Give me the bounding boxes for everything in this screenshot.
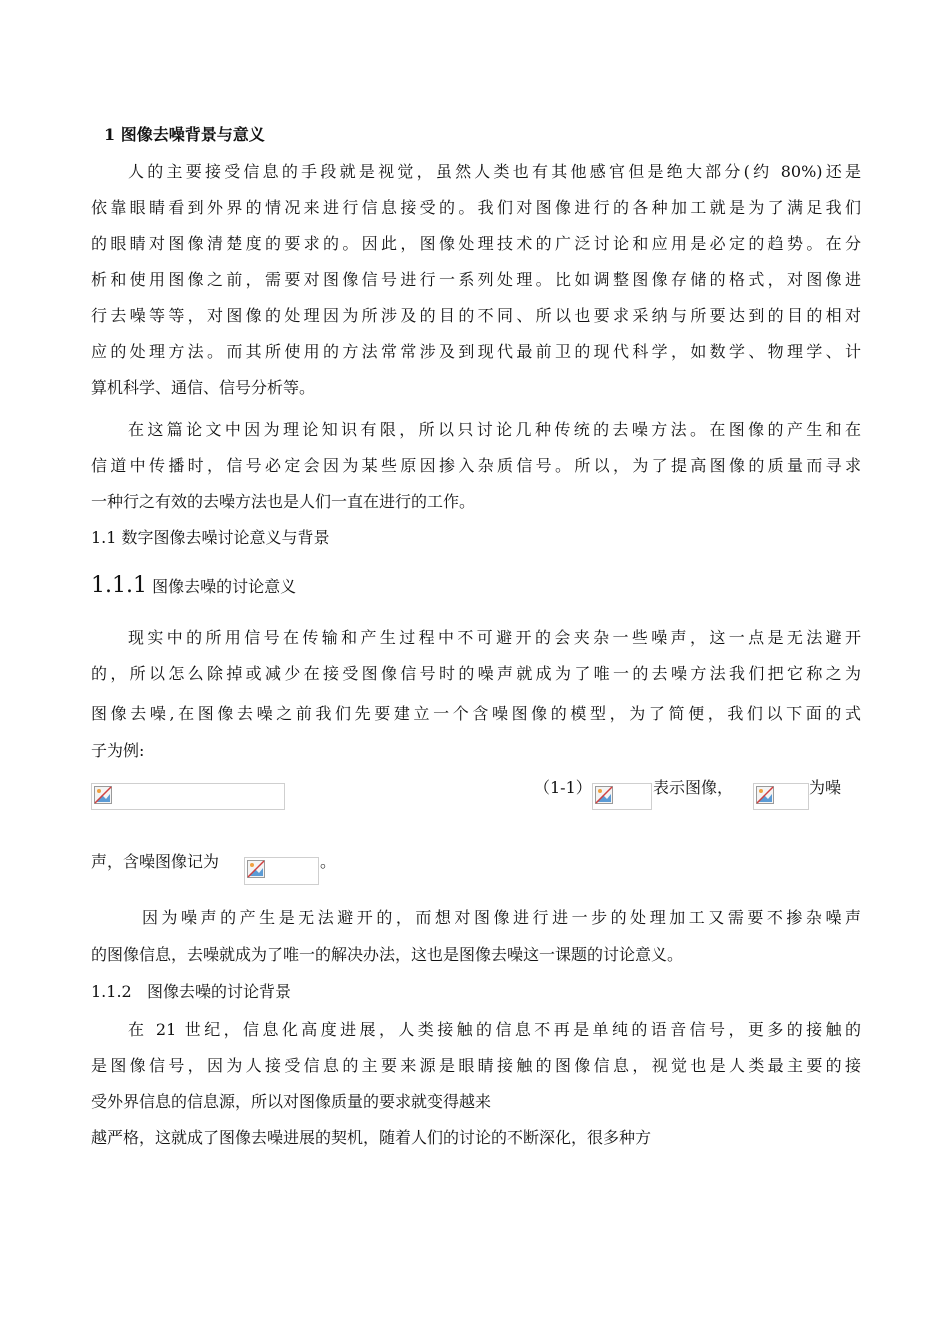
heading-number: 1.1.1 xyxy=(91,573,147,598)
para-5-line-2: 是图像信号，因为人接受信息的主要来源是眼睛接触的图像信息，视觉也是人类最主要的接 xyxy=(91,1056,861,1075)
section-heading-1-1-1 xyxy=(91,573,861,598)
broken-image-icon xyxy=(94,786,112,804)
text-noise-b: 声，含噪图像记为 xyxy=(91,852,220,871)
para-1-line-6: 应的处理方法。而其所使用的方法常常涉及到现代最前卫的现代科学，如数学、物理学、计 xyxy=(91,342,861,361)
para-5-line-1: 在 21 世纪，信息化高度进展，人类接触的信息不再是单纯的语音信号，更多的接触的 xyxy=(128,1020,861,1039)
noisy-image-symbol-placeholder xyxy=(244,857,319,885)
para-2-line-1: 在这篇论文中因为理论知识有限，所以只讨论几种传统的去噪方法。在图像的产生和在 xyxy=(128,420,861,439)
para-1-line-1: 人的主要接受信息的手段就是视觉，虽然人类也有其他感官但是绝大部分(约 80%)还是 xyxy=(128,162,861,181)
para-3-line-3: 图像去噪,在图像去噪之前我们先要建立一个含噪图像的模型，为了简便，我们以下面的式 xyxy=(91,704,861,723)
equation-label: （1-1） xyxy=(534,778,592,797)
para-1-line-4: 析和使用图像之前，需要对图像信号进行一系列处理。比如调整图像存储的格式，对图像进 xyxy=(91,270,861,289)
para-1-line-7: 算机科学、通信、信号分析等。 xyxy=(91,378,316,397)
para-5-line-4: 越严格，这就成了图像去噪进展的契机，随着人们的讨论的不断深化，很多种方 xyxy=(91,1128,652,1147)
para-1-line-5: 行去噪等等，对图像的处理因为所涉及的目的不同、所以也要求采纳与所要达到的目的相对 xyxy=(91,306,861,325)
text-represents-image: 表示图像， xyxy=(653,778,734,797)
broken-image-icon xyxy=(247,860,265,878)
section-heading-1-1: 1.1 数字图像去噪讨论意义与背景 xyxy=(91,528,330,547)
heading-text: 图像去噪的讨论意义 xyxy=(146,577,297,596)
broken-image-icon xyxy=(595,786,613,804)
para-1-line-3: 的眼睛对图像清楚度的要求的。因此，图像处理技术的广泛讨论和应用是必定的趋势。在分 xyxy=(91,234,861,253)
symbol-image-placeholder xyxy=(592,783,652,810)
para-1-line-2: 依靠眼睛看到外界的情况来进行信息接受的。我们对图像进行的各种加工就是为了满足我们 xyxy=(91,198,861,217)
para-5-line-3: 受外界信息的信息源，所以对图像质量的要求就变得越来 xyxy=(91,1092,492,1111)
text-noise-a: 为噪 xyxy=(809,778,842,797)
text-period: 。 xyxy=(320,852,337,871)
broken-image-icon xyxy=(756,786,774,804)
para-2-line-2: 信道中传播时，信号必定会因为某些原因掺入杂质信号。所以，为了提高图像的质量而寻求 xyxy=(91,456,861,475)
para-4-line-1: 因为噪声的产生是无法避开的，而想对图像进行进一步的处理加工又需要不掺杂噪声 xyxy=(142,908,861,927)
para-3-line-1: 现实中的所用信号在传输和产生过程中不可避开的会夹杂一些噪声，这一点是无法避开 xyxy=(128,628,861,647)
section-heading-1-1-2: 1.1.2 图像去噪的讨论背景 xyxy=(91,982,291,1001)
noise-symbol-image-placeholder xyxy=(753,783,809,810)
equation-image-placeholder xyxy=(91,783,285,810)
para-3-line-4: 子为例: xyxy=(91,741,145,760)
para-3-line-2: 的，所以怎么除掉或减少在接受图像信号时的噪声就成为了唯一的去噪方法我们把它称之为 xyxy=(91,664,861,683)
section-heading-1: 1 图像去噪背景与意义 xyxy=(104,125,265,144)
para-2-line-3: 一种行之有效的去噪方法也是人们一直在进行的工作。 xyxy=(91,492,476,511)
para-4-line-2: 的图像信息，去噪就成为了唯一的解决办法，这也是图像去噪这一课题的讨论意义。 xyxy=(91,945,684,964)
